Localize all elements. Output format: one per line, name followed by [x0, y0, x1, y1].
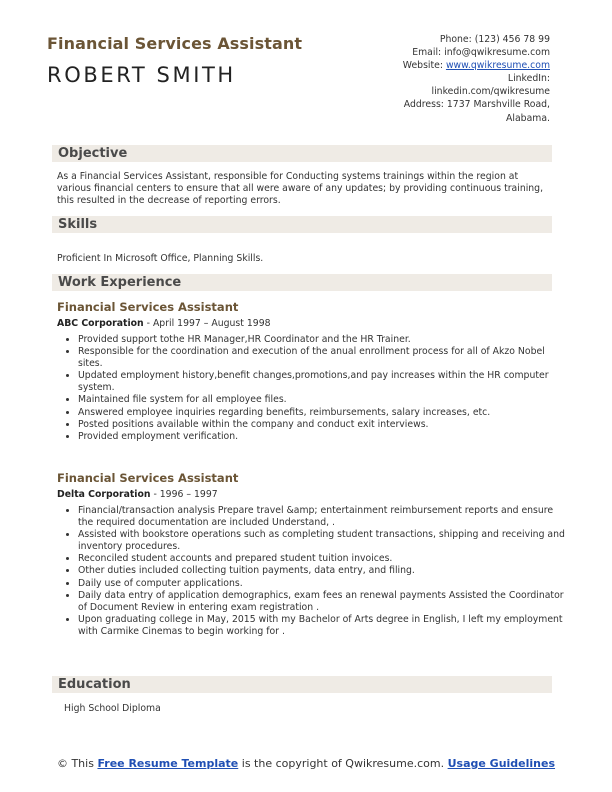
job-2-company: Delta Corporation	[57, 489, 151, 500]
job-1-company: ABC Corporation	[57, 318, 144, 329]
candidate-name: ROBERT SMITH	[47, 63, 236, 87]
job-1-title: Financial Services Assistant	[57, 300, 239, 314]
education-heading: Education	[52, 676, 552, 693]
contact-linkedin-label: LinkedIn:	[507, 73, 550, 85]
job-2-title: Financial Services Assistant	[57, 471, 239, 485]
contact-linkedin-value: linkedin.com/qwikresume	[431, 86, 550, 98]
job-2-bullets	[63, 505, 570, 638]
resume-job-title: Financial Services Assistant	[47, 34, 303, 53]
list-item: • Provided employment verification.	[78, 431, 570, 443]
work-experience-heading: Work Experience	[52, 274, 552, 291]
contact-email: Email: info@qwikresume.com	[412, 47, 550, 59]
website-label: Website:	[402, 60, 446, 72]
job-1-company-line	[57, 318, 271, 329]
list-item: • Other duties included collecting tuition payments, data entry, and filing.	[78, 565, 570, 577]
skills-heading: Skills	[52, 216, 552, 233]
list-item: • Provided support tothe HR Manager,HR Coordinator and the HR Trainer.	[78, 334, 570, 346]
education-text: High School Diploma	[64, 703, 161, 714]
footer-middle: is the copyright of Qwikresume.com.	[238, 757, 448, 770]
list-item: • Responsible for the coordination and execution of the anual enrollment process for all of Akzo Nobel sites.	[78, 346, 570, 370]
list-item: • Daily use of computer applications.	[78, 578, 570, 590]
list-item: • Reconciled student accounts and prepared student tuition invoices.	[78, 553, 570, 565]
copyright-footer	[0, 757, 612, 771]
contact-block	[290, 33, 550, 125]
objective-text: As a Financial Services Assistant, responsible for Conducting systems trainings within the region at various financial centers to ensure that all were aware of any updates; by providing continuous training, this resulted in the decrease of reporting errors.	[57, 171, 544, 207]
website-link[interactable]: www.qwikresume.com	[445, 60, 550, 72]
list-item: • Assisted with bookstore operations such as completing student transactions, shipping and receiving and inventory procedures.	[78, 529, 570, 553]
list-item: • Maintained file system for all employee files.	[78, 394, 570, 406]
list-item: • Answered employee inquiries regarding benefits, reimbursements, salary increases, etc.	[78, 407, 570, 419]
job-2-dates: - 1996 – 1997	[150, 489, 218, 500]
contact-website	[290, 59, 550, 72]
list-item: • Updated employment history,benefit changes,promotions,and pay increases within the HR computer system.	[78, 370, 570, 394]
contact-address-line2: Alabama.	[506, 112, 550, 124]
contact-address-line1: Address: 1737 Marshville Road,	[403, 99, 550, 111]
list-item: • Upon graduating college in May, 2015 with my Bachelor of Arts degree in English, I left my employment with Carmike Cinemas to begin working for .	[78, 614, 570, 638]
contact-phone: Phone: (123) 456 78 99	[439, 34, 550, 45]
list-item: • Daily data entry of application demographics, exam fees an renewal payments Assisted the Coordinator of Document Review in entering exam registration .	[78, 590, 570, 614]
list-item: • Posted positions available within the company and conduct exit interviews.	[78, 419, 570, 431]
skills-text: Proficient In Microsoft Office, Planning Skills.	[57, 253, 264, 264]
free-resume-template-link[interactable]: Free Resume Template	[97, 757, 239, 770]
job-2-company-line	[57, 489, 218, 500]
job-1-bullets	[63, 334, 570, 443]
list-item: • Financial/transaction analysis Prepare travel &amp; entertainment reimbursement reports and ensure the required documentation are included Understand, .	[78, 505, 570, 529]
footer-prefix: © This	[56, 757, 98, 770]
objective-heading: Objective	[52, 145, 552, 162]
job-1-dates: - April 1997 – August 1998	[143, 318, 271, 329]
usage-guidelines-link[interactable]: Usage Guidelines	[447, 757, 556, 770]
